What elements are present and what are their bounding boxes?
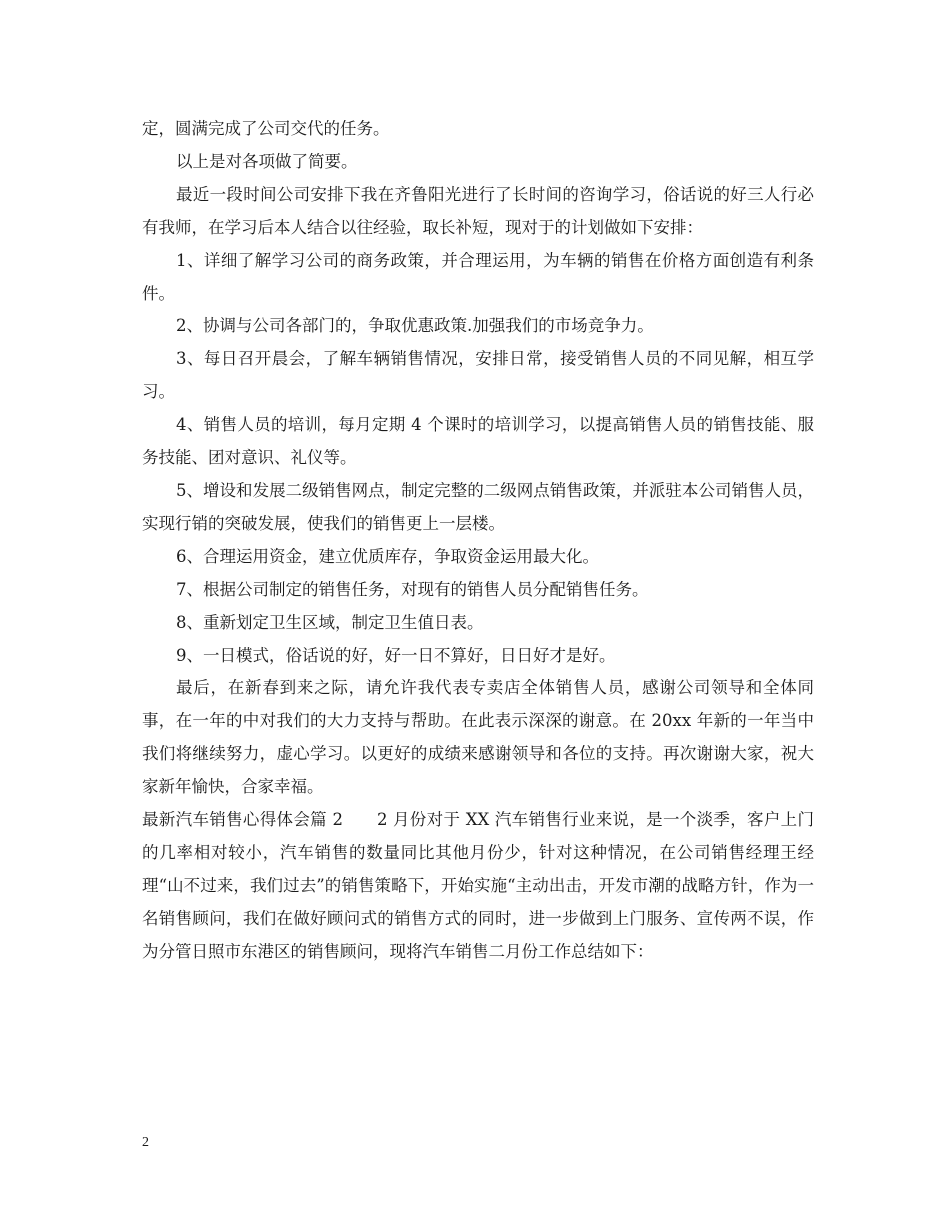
list-item: 3、每日召开晨会，了解车辆销售情况，安排日常，接受销售人员的不同见解，相互学习。 bbox=[142, 349, 814, 402]
paragraph: 以上是对各项做了简要。 bbox=[176, 151, 358, 171]
page-number: 2 bbox=[142, 1135, 149, 1150]
section-paragraph: 最新汽车销售心得体会篇 2 2 月份对于 XX 汽车销售行业来说，是一个淡季，客户上门的几率相对较小，汽车销售的数量同比其他月份少，针对这种情况，在公司销售经理王经理“山不过来，我们过去”的销售策略下，开始实施“主动出击，开发市潮的战略方针，作为一名销售顾问，我们在做好顾问式的销售方式的同时，进一步做到上门服务、宣传两不误，作为分管日照市东港区的销售顾问，现将汽车销售二月份工作总结如下： bbox=[142, 810, 814, 961]
document-body bbox=[142, 113, 814, 969]
paragraph: 最后，在新春到来之际，请允许我代表专卖店全体销售人员，感谢公司领导和全体同事，在一年的中对我们的大力支持与帮助。在此表示深深的谢意。在 20xx 年新的一年当中我们将继续努力，虚心学习。以更好的成绩来感谢领导和各位的支持。再次谢谢大家，祝大家新年愉快，合家幸福。 bbox=[142, 678, 814, 797]
list-item: 9、一日模式，俗话说的好，好一日不算好，日日好才是好。 bbox=[176, 645, 616, 665]
list-item: 7、根据公司制定的销售任务，对现有的销售人员分配销售任务。 bbox=[176, 579, 649, 599]
list-item: 2、协调与公司各部门的，争取优惠政策.加强我们的市场竞争力。 bbox=[176, 316, 654, 336]
list-item: 1、详细了解学习公司的商务政策，并合理运用，为车辆的销售在价格方面创造有利条件。 bbox=[142, 250, 814, 303]
paragraph: 最近一段时间公司安排下我在齐鲁阳光进行了长时间的咨询学习，俗话说的好三人行必有我师，在学习后本人结合以往经验，取长补短，现对于的计划做如下安排： bbox=[142, 184, 814, 237]
list-item: 4、销售人员的培训，每月定期 4 个课时的培训学习，以提高销售人员的销售技能、服务技能、团对意识、礼仪等。 bbox=[142, 415, 814, 468]
list-item: 5、增设和发展二级销售网点，制定完整的二级网点销售政策，并派驻本公司销售人员，实现行销的突破发展，使我们的销售更上一层楼。 bbox=[142, 480, 814, 533]
list-item: 8、重新划定卫生区域，制定卫生值日表。 bbox=[176, 612, 484, 632]
list-item: 6、合理运用资金，建立优质库存，争取资金运用最大化。 bbox=[176, 546, 599, 566]
paragraph: 定，圆满完成了公司交代的任务。 bbox=[142, 119, 390, 138]
